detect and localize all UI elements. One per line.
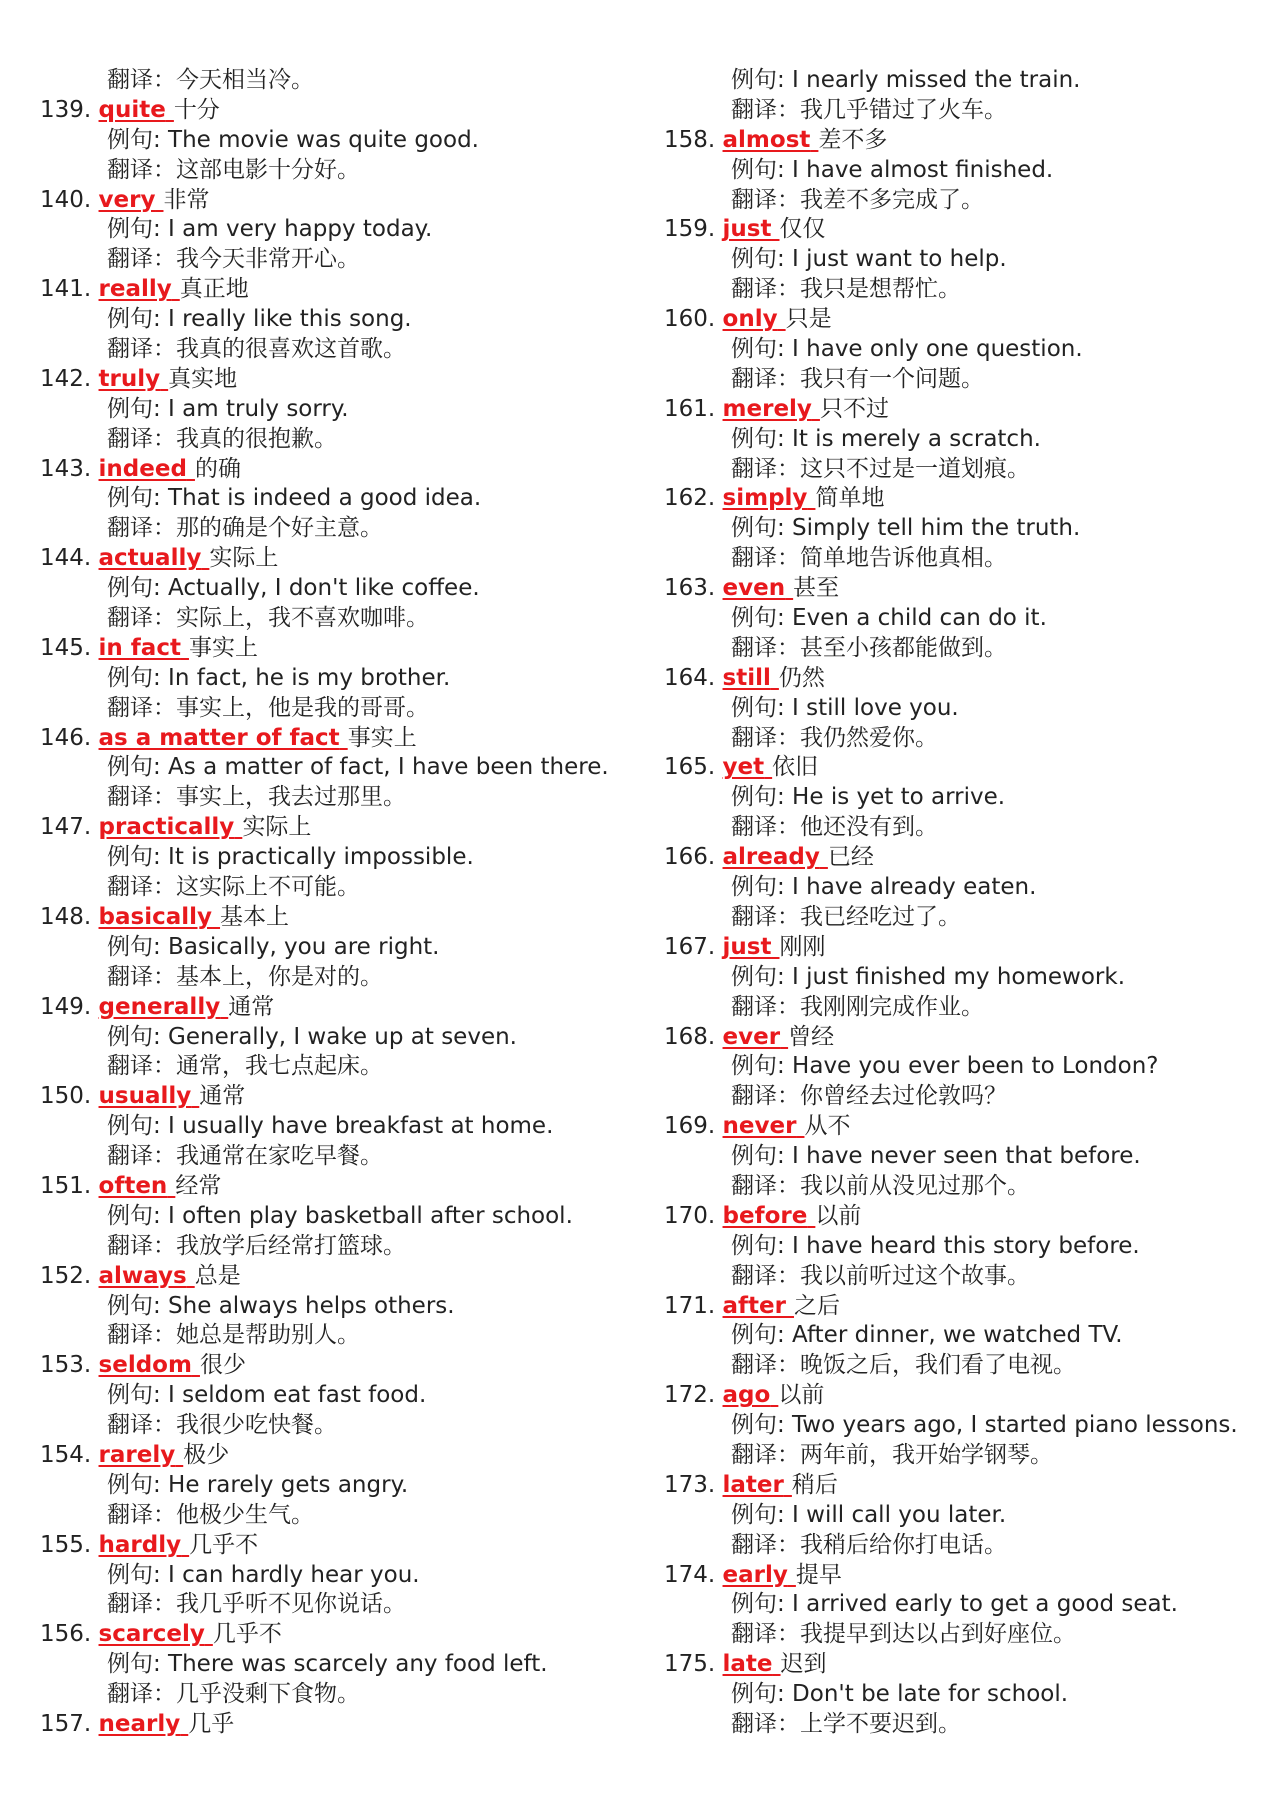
left-column bbox=[40, 66, 640, 1740]
keyword: ago bbox=[722, 1382, 771, 1409]
translation-sentence: 翻译：我差不多完成了。 bbox=[731, 186, 984, 213]
example-sentence: 例句: He is yet to arrive. bbox=[731, 784, 1006, 811]
example-sentence: 例句: The movie was quite good. bbox=[107, 126, 479, 153]
translation-sentence: 翻译：那的确是个好主意。 bbox=[107, 515, 383, 542]
translation-sentence: 翻译：这实际上不可能。 bbox=[107, 874, 360, 901]
keyword: early bbox=[722, 1561, 788, 1588]
keyword-meaning: 几乎不 bbox=[189, 1531, 259, 1558]
keyword-underline-pad bbox=[778, 306, 786, 332]
keyword: as a matter of fact bbox=[98, 724, 340, 751]
example-sentence: 例句: I often play basketball after school. bbox=[107, 1202, 573, 1229]
translation-sentence: 翻译：两年前，我开始学钢琴。 bbox=[731, 1441, 1053, 1468]
entry-head bbox=[40, 186, 640, 216]
entry-number: 143. bbox=[40, 455, 92, 482]
entry-number: 141. bbox=[40, 276, 92, 303]
keyword: only bbox=[722, 306, 778, 333]
example-sentence: 例句: In fact, he is my brother. bbox=[107, 664, 451, 691]
vocab-entry bbox=[664, 1650, 1264, 1740]
vocab-entry bbox=[40, 186, 640, 276]
translation-sentence: 翻译：实际上，我不喜欢咖啡。 bbox=[107, 605, 429, 632]
entry-number: 169. bbox=[664, 1113, 716, 1140]
example-sentence: 例句: Have you ever been to London? bbox=[731, 1053, 1159, 1080]
entry-number: 148. bbox=[40, 903, 92, 930]
keyword-meaning: 极少 bbox=[183, 1441, 230, 1468]
keyword-meaning: 通常 bbox=[199, 1083, 246, 1110]
keyword: always bbox=[98, 1262, 187, 1289]
entry-head bbox=[664, 1112, 1264, 1142]
vocab-entry bbox=[664, 305, 1264, 395]
keyword: ever bbox=[722, 1023, 781, 1050]
vocab-entry bbox=[40, 1262, 640, 1352]
translation-sentence: 翻译：他极少生气。 bbox=[107, 1501, 314, 1528]
entry-number: 161. bbox=[664, 395, 716, 422]
vocab-entry bbox=[664, 933, 1264, 1023]
keyword-underline-pad bbox=[785, 575, 793, 601]
keyword: practically bbox=[98, 814, 235, 841]
vocab-entry bbox=[664, 1471, 1264, 1561]
entry-head bbox=[40, 1262, 640, 1292]
entry-head bbox=[40, 1710, 640, 1740]
entry-head bbox=[664, 305, 1264, 335]
translation-sentence: 翻译：他还没有到。 bbox=[731, 814, 938, 841]
example-sentence: 例句: I seldom eat fast food. bbox=[107, 1382, 427, 1409]
vocab-entry bbox=[664, 126, 1264, 216]
example-sentence: 例句: I have only one question. bbox=[731, 336, 1083, 363]
entry-number: 155. bbox=[40, 1531, 92, 1558]
entry-number: 140. bbox=[40, 186, 92, 213]
keyword-meaning: 十分 bbox=[173, 96, 220, 123]
entry-head bbox=[40, 1172, 640, 1202]
entry-number: 174. bbox=[664, 1561, 716, 1588]
keyword: later bbox=[722, 1471, 784, 1498]
translation-sentence: 翻译：我稍后给你打电话。 bbox=[731, 1531, 1007, 1558]
translation-sentence: 翻译：我提早到达以占到好座位。 bbox=[731, 1621, 1076, 1648]
translation-sentence: 翻译：我真的很抱歉。 bbox=[107, 425, 337, 452]
example-sentence: 例句: He rarely gets angry. bbox=[107, 1471, 409, 1498]
entry-head bbox=[664, 1292, 1264, 1322]
entry-head bbox=[664, 484, 1264, 514]
keyword-meaning: 基本上 bbox=[220, 903, 290, 930]
entry-number: 147. bbox=[40, 814, 92, 841]
keyword: seldom bbox=[98, 1352, 192, 1379]
translation-sentence: 翻译：我刚刚完成作业。 bbox=[731, 993, 984, 1020]
vocab-entry bbox=[40, 1710, 640, 1740]
entry-head bbox=[40, 96, 640, 126]
vocab-entry bbox=[40, 1082, 640, 1172]
vocab-entry bbox=[40, 1441, 640, 1531]
translation-sentence: 翻译：我以前从没见过那个。 bbox=[731, 1172, 1030, 1199]
entry-head bbox=[40, 544, 640, 574]
keyword-meaning: 事实上 bbox=[188, 634, 258, 661]
vocab-entry bbox=[664, 843, 1264, 933]
keyword-meaning: 真正地 bbox=[179, 276, 249, 303]
keyword: just bbox=[722, 933, 772, 960]
vocab-entry bbox=[664, 1112, 1264, 1202]
translation-sentence: 翻译：简单地告诉他真相。 bbox=[731, 545, 1007, 572]
keyword: generally bbox=[98, 993, 221, 1020]
keyword-meaning: 几乎不 bbox=[212, 1621, 282, 1648]
entry-number: 166. bbox=[664, 844, 716, 871]
translation-sentence: 翻译：我今天非常开心。 bbox=[107, 246, 360, 273]
vocab-entry bbox=[40, 96, 640, 186]
keyword-underline-pad bbox=[205, 1621, 213, 1647]
entry-head bbox=[40, 455, 640, 485]
vocab-entry bbox=[664, 1202, 1264, 1292]
keyword-meaning: 已经 bbox=[827, 844, 874, 871]
example-sentence: 例句: I am very happy today. bbox=[107, 216, 433, 243]
entry-number: 156. bbox=[40, 1621, 92, 1648]
entry-number: 158. bbox=[664, 126, 716, 153]
example-sentence: 例句: Even a child can do it. bbox=[731, 605, 1047, 632]
vocab-entry bbox=[664, 664, 1264, 754]
entry-number: 163. bbox=[664, 575, 716, 602]
translation-sentence: 翻译：我几乎错过了火车。 bbox=[731, 96, 1007, 123]
keyword: hardly bbox=[98, 1531, 182, 1558]
keyword-underline-pad bbox=[764, 754, 772, 780]
keyword: still bbox=[722, 664, 771, 691]
entry-head bbox=[664, 215, 1264, 245]
keyword: merely bbox=[722, 395, 812, 422]
vocab-entry bbox=[664, 395, 1264, 485]
example-sentence: 例句: That is indeed a good idea. bbox=[107, 485, 482, 512]
keyword: rarely bbox=[98, 1441, 176, 1468]
translation-sentence: 翻译：事实上，他是我的哥哥。 bbox=[107, 694, 429, 721]
keyword-meaning: 事实上 bbox=[347, 724, 417, 751]
keyword-meaning: 总是 bbox=[194, 1262, 241, 1289]
entry-number: 151. bbox=[40, 1172, 92, 1199]
keyword-meaning: 实际上 bbox=[242, 814, 312, 841]
vocab-entry bbox=[40, 903, 640, 993]
keyword-underline-pad bbox=[771, 665, 779, 691]
entry-number: 165. bbox=[664, 754, 716, 781]
keyword-meaning: 实际上 bbox=[209, 545, 279, 572]
vocab-entry bbox=[40, 1620, 640, 1710]
entry-head bbox=[664, 126, 1264, 156]
keyword: often bbox=[98, 1172, 168, 1199]
keyword-meaning: 真实地 bbox=[168, 365, 238, 392]
translation-sentence: 翻译：我以前听过这个故事。 bbox=[731, 1262, 1030, 1289]
keyword: scarcely bbox=[98, 1621, 205, 1648]
entry-number: 162. bbox=[664, 485, 716, 512]
vocab-entry bbox=[40, 544, 640, 634]
keyword-meaning: 只是 bbox=[785, 306, 832, 333]
keyword-meaning: 差不多 bbox=[818, 126, 888, 153]
keyword: before bbox=[722, 1202, 808, 1229]
translation-sentence: 翻译：你曾经去过伦敦吗？ bbox=[731, 1083, 1007, 1110]
vocab-entry bbox=[40, 455, 640, 545]
keyword-meaning: 通常 bbox=[228, 993, 275, 1020]
entry-number: 172. bbox=[664, 1382, 716, 1409]
keyword: usually bbox=[98, 1083, 192, 1110]
vocab-entry bbox=[40, 1351, 640, 1441]
keyword-underline-pad bbox=[784, 1472, 792, 1498]
translation-sentence: 翻译：我真的很喜欢这首歌。 bbox=[107, 336, 406, 363]
entry-head bbox=[40, 1351, 640, 1381]
entry-head bbox=[40, 634, 640, 664]
keyword: late bbox=[722, 1651, 773, 1678]
entry-head bbox=[664, 1202, 1264, 1232]
entry-number: 157. bbox=[40, 1710, 92, 1737]
entry-head bbox=[664, 664, 1264, 694]
keyword-underline-pad bbox=[340, 725, 348, 751]
entry-head bbox=[664, 395, 1264, 425]
keyword-underline-pad bbox=[786, 1293, 794, 1319]
keyword-underline-pad bbox=[187, 1263, 195, 1289]
keyword-meaning: 只不过 bbox=[819, 395, 889, 422]
entry-number: 142. bbox=[40, 365, 92, 392]
entry-number: 160. bbox=[664, 306, 716, 333]
example-sentence: 例句: I have heard this story before. bbox=[731, 1232, 1140, 1259]
entry-head bbox=[664, 1381, 1264, 1411]
keyword-underline-pad bbox=[181, 635, 189, 661]
keyword: quite bbox=[98, 96, 166, 123]
example-sentence: 例句: Generally, I wake up at seven. bbox=[107, 1023, 517, 1050]
vocab-entry bbox=[664, 1023, 1264, 1113]
entry-head bbox=[40, 1620, 640, 1650]
example-sentence: 例句: I have almost finished. bbox=[731, 156, 1054, 183]
keyword-meaning: 经常 bbox=[175, 1172, 222, 1199]
entry-number: 154. bbox=[40, 1441, 92, 1468]
entry-number: 173. bbox=[664, 1471, 716, 1498]
entry-head bbox=[40, 813, 640, 843]
example-sentence: 例句: I still love you. bbox=[731, 694, 959, 721]
keyword: really bbox=[98, 276, 172, 303]
translation-sentence: 翻译：这只不过是一道划痕。 bbox=[731, 455, 1030, 482]
entry-head bbox=[40, 365, 640, 395]
entry-head bbox=[664, 1471, 1264, 1501]
keyword: never bbox=[722, 1113, 797, 1140]
entry-number: 167. bbox=[664, 933, 716, 960]
keyword-meaning: 非常 bbox=[163, 186, 210, 213]
keyword-meaning: 依旧 bbox=[772, 754, 819, 781]
vocab-entry bbox=[40, 275, 640, 365]
vocab-entry bbox=[40, 365, 640, 455]
entry-number: 149. bbox=[40, 993, 92, 1020]
keyword-meaning: 几乎 bbox=[188, 1710, 235, 1737]
keyword-meaning: 仍然 bbox=[778, 664, 825, 691]
keyword-underline-pad bbox=[181, 1532, 189, 1558]
example-sentence: 例句: As a matter of fact, I have been there. bbox=[107, 754, 609, 781]
example-sentence: 例句: Two years ago, I started piano lessons. bbox=[731, 1412, 1238, 1439]
example-sentence: 例句: I arrived early to get a good seat. bbox=[731, 1591, 1178, 1618]
keyword-underline-pad bbox=[780, 1024, 788, 1050]
keyword-underline-pad bbox=[820, 844, 828, 870]
example-sentence: 例句: Basically, you are right. bbox=[107, 933, 440, 960]
keyword-meaning: 以前 bbox=[778, 1382, 825, 1409]
keyword-underline-pad bbox=[166, 97, 174, 123]
vocab-entry bbox=[664, 1561, 1264, 1651]
translation-sentence: 翻译：甚至小孩都能做到。 bbox=[731, 634, 1007, 661]
keyword-underline-pad bbox=[773, 1651, 781, 1677]
vocab-entry bbox=[664, 1292, 1264, 1382]
keyword: almost bbox=[722, 126, 811, 153]
keyword-underline-pad bbox=[160, 366, 168, 392]
keyword: truly bbox=[98, 365, 161, 392]
keyword-meaning: 仅仅 bbox=[779, 216, 826, 243]
entry-head bbox=[40, 993, 640, 1023]
entry-number: 170. bbox=[664, 1202, 716, 1229]
translation-sentence: 翻译：上学不要迟到。 bbox=[731, 1710, 961, 1737]
example-sentence: 例句: I nearly missed the train. bbox=[731, 67, 1081, 93]
keyword-meaning: 稍后 bbox=[791, 1471, 838, 1498]
entry-number: 145. bbox=[40, 634, 92, 661]
vocab-entry bbox=[40, 724, 640, 814]
keyword-underline-pad bbox=[172, 276, 180, 302]
example-sentence: 例句: I just finished my homework. bbox=[731, 963, 1126, 990]
example-sentence: 例句: It is merely a scratch. bbox=[731, 425, 1041, 452]
keyword: already bbox=[722, 844, 820, 871]
entry-number: 175. bbox=[664, 1651, 716, 1678]
entry-head bbox=[664, 1023, 1264, 1053]
entry-head bbox=[664, 1650, 1264, 1680]
entry-number: 146. bbox=[40, 724, 92, 751]
example-sentence: 例句: I can hardly hear you. bbox=[107, 1561, 420, 1588]
keyword-meaning: 曾经 bbox=[788, 1023, 835, 1050]
keyword-meaning: 之后 bbox=[794, 1292, 841, 1319]
keyword: even bbox=[722, 575, 786, 602]
entry-head bbox=[40, 1082, 640, 1112]
translation-sentence: 翻译：基本上，你是对的。 bbox=[107, 963, 383, 990]
translation-sentence: 翻译：今天相当冷。 bbox=[107, 67, 314, 93]
keyword-underline-pad bbox=[212, 904, 220, 930]
translation-sentence: 翻译：我只是想帮忙。 bbox=[731, 276, 961, 303]
entry-number: 159. bbox=[664, 216, 716, 243]
keyword: just bbox=[722, 216, 772, 243]
entry-head bbox=[40, 275, 640, 305]
keyword-meaning: 迟到 bbox=[780, 1651, 827, 1678]
example-sentence: 例句: After dinner, we watched TV. bbox=[731, 1322, 1123, 1349]
keyword: actually bbox=[98, 545, 202, 572]
example-sentence: 例句: I have already eaten. bbox=[731, 874, 1037, 901]
vocab-entry bbox=[664, 753, 1264, 843]
keyword: indeed bbox=[98, 455, 187, 482]
keyword-underline-pad bbox=[812, 396, 820, 422]
translation-sentence: 翻译：我仍然爱你。 bbox=[731, 724, 938, 751]
keyword-meaning: 简单地 bbox=[815, 485, 885, 512]
entry-number: 139. bbox=[40, 96, 92, 123]
entry-head bbox=[40, 1441, 640, 1471]
example-sentence: 例句: It is practically impossible. bbox=[107, 844, 474, 871]
translation-sentence: 翻译：我很少吃快餐。 bbox=[107, 1412, 337, 1439]
example-sentence: 例句: She always helps others. bbox=[107, 1292, 455, 1319]
vocab-entry bbox=[664, 1381, 1264, 1471]
keyword: simply bbox=[722, 485, 808, 512]
entry-number: 152. bbox=[40, 1262, 92, 1289]
translation-sentence: 翻译：我几乎听不见你说话。 bbox=[107, 1591, 406, 1618]
entry-head bbox=[664, 933, 1264, 963]
translation-sentence: 翻译：她总是帮助别人。 bbox=[107, 1322, 360, 1349]
translation-sentence: 翻译：通常，我七点起床。 bbox=[107, 1053, 383, 1080]
translation-sentence: 翻译：事实上，我去过那里。 bbox=[107, 784, 406, 811]
entry-head bbox=[40, 1531, 640, 1561]
example-sentence: 例句: I will call you later. bbox=[731, 1501, 1007, 1528]
example-sentence: 例句: I am truly sorry. bbox=[107, 395, 349, 422]
example-sentence: 例句: I really like this song. bbox=[107, 306, 412, 333]
keyword-underline-pad bbox=[192, 1352, 200, 1378]
translation-sentence: 翻译：几乎没剩下食物。 bbox=[107, 1681, 360, 1708]
keyword-meaning: 甚至 bbox=[793, 575, 840, 602]
vocab-entry bbox=[40, 634, 640, 724]
example-sentence: 例句: Simply tell him the truth. bbox=[731, 515, 1081, 542]
entry-number: 150. bbox=[40, 1083, 92, 1110]
vocab-entry bbox=[40, 993, 640, 1083]
keyword-underline-pad bbox=[771, 934, 779, 960]
right-column bbox=[664, 66, 1264, 1740]
keyword: very bbox=[98, 186, 156, 213]
vocab-entry bbox=[664, 215, 1264, 305]
entry-head bbox=[664, 753, 1264, 783]
entry-number: 168. bbox=[664, 1023, 716, 1050]
keyword: nearly bbox=[98, 1710, 181, 1737]
keyword: after bbox=[722, 1292, 786, 1319]
translation-sentence: 翻译：这部电影十分好。 bbox=[107, 156, 360, 183]
entry-number: 171. bbox=[664, 1292, 716, 1319]
translation-sentence: 翻译：我通常在家吃早餐。 bbox=[107, 1143, 383, 1170]
vocab-entry bbox=[40, 813, 640, 903]
vocab-entry bbox=[40, 1531, 640, 1621]
translation-sentence: 翻译：晚饭之后，我们看了电视。 bbox=[731, 1352, 1076, 1379]
entry-number: 144. bbox=[40, 545, 92, 572]
example-sentence: 例句: Actually, I don't like coffee. bbox=[107, 575, 480, 602]
entry-number: 153. bbox=[40, 1352, 92, 1379]
keyword-meaning: 刚刚 bbox=[779, 933, 826, 960]
keyword: in fact bbox=[98, 634, 181, 661]
vocab-entry bbox=[40, 1172, 640, 1262]
entry-head bbox=[664, 574, 1264, 604]
translation-sentence: 翻译：我只有一个问题。 bbox=[731, 365, 984, 392]
vocab-entry bbox=[664, 484, 1264, 574]
example-sentence: 例句: I have never seen that before. bbox=[731, 1143, 1141, 1170]
translation-sentence: 翻译：我放学后经常打篮球。 bbox=[107, 1232, 406, 1259]
entry-head bbox=[664, 843, 1264, 873]
keyword: yet bbox=[722, 754, 765, 781]
example-sentence: 例句: Don't be late for school. bbox=[731, 1681, 1069, 1708]
example-sentence: 例句: There was scarcely any food left. bbox=[107, 1651, 548, 1678]
keyword-meaning: 从不 bbox=[804, 1113, 851, 1140]
entry-number: 164. bbox=[664, 664, 716, 691]
entry-head bbox=[664, 1561, 1264, 1591]
keyword-underline-pad bbox=[771, 216, 779, 242]
entry-head bbox=[40, 724, 640, 754]
keyword-meaning: 很少 bbox=[199, 1352, 246, 1379]
keyword-underline-pad bbox=[788, 1562, 796, 1588]
vocab-entry bbox=[664, 574, 1264, 664]
example-sentence: 例句: I usually have breakfast at home. bbox=[107, 1113, 554, 1140]
translation-sentence: 翻译：我已经吃过了。 bbox=[731, 903, 961, 930]
keyword-meaning: 提早 bbox=[795, 1561, 842, 1588]
keyword-meaning: 的确 bbox=[194, 455, 241, 482]
example-sentence: 例句: I just want to help. bbox=[731, 246, 1007, 273]
entry-head bbox=[40, 903, 640, 933]
keyword-underline-pad bbox=[187, 456, 195, 482]
keyword: basically bbox=[98, 903, 213, 930]
keyword-meaning: 以前 bbox=[815, 1202, 862, 1229]
